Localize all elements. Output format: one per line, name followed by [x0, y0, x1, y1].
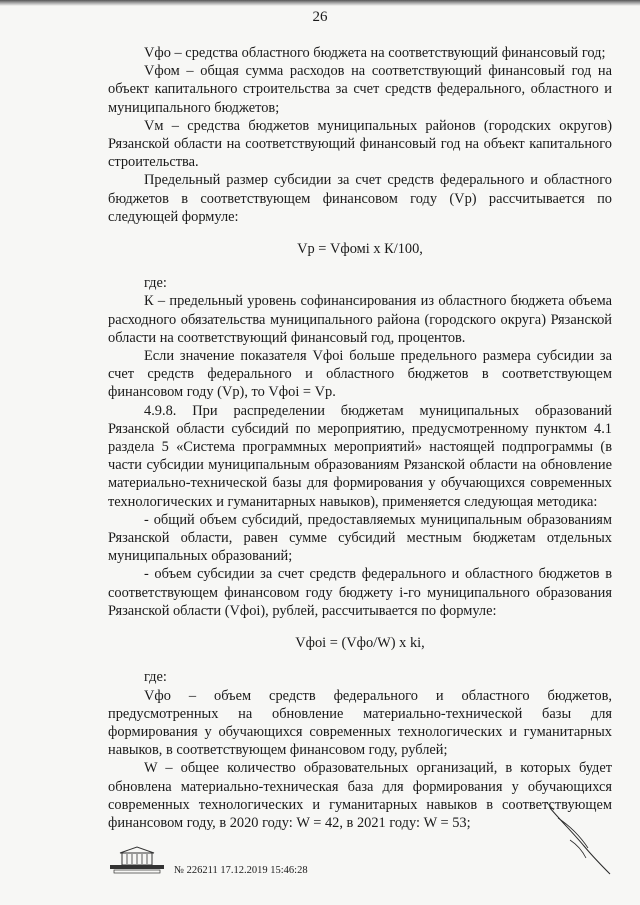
document-footer — [108, 845, 408, 885]
paragraph: Если значение показателя Vфоі больше предельного размера субсидии за счет средств федерального и областного бюджетов в соответствующем финансовом году (Vр), то Vфоі = Vр. — [108, 348, 612, 401]
paragraph: Vфо – средства областного бюджета на соответствующий финансовый год; — [144, 45, 606, 61]
paragraph: W – общее количество образовательных организаций, в которых будет обновлена материально-техническая база для формирования у обучающихся современных технологических и гуманитарных навыков в соответствующем финансовом году, в 2020 году: W = 42, в 2021 году: W = 53; — [108, 760, 612, 831]
where-label: где: — [144, 275, 167, 292]
formula: Vр = Vфомі х К/100, — [297, 241, 423, 258]
paragraph: Vфом – общая сумма расходов на соответствующий финансовый год на объект капитального строительства за счет средств федерального, областного и муниципального бюджетов; — [108, 63, 612, 116]
paragraph: Vм – средства бюджетов муниципальных районов (городских округов) Рязанской области на соответствующий финансовый год на объект капитального строительства. — [108, 117, 612, 171]
document-body — [108, 44, 612, 832]
government-stamp-icon — [108, 845, 166, 875]
formula: Vфоі = (Vфо/W) х ki, — [295, 635, 425, 652]
list-item: - общий объем субсидий, предоставляемых муниципальным образованиям Рязанской области, равен сумме субсидий местным бюджетам отдельных муниципальных образований; — [108, 511, 612, 565]
list-item: - объем субсидии за счет средств федерального и областного бюджетов в соответствующем финансовом году бюджету і-го муниципального образования Рязанской области (Vфоі), рублей, рассчитывается по формуле: — [108, 566, 612, 619]
paragraph: 4.9.8. При распределении бюджетам муниципальных образований Рязанской области субсидий по мероприятию, предусмотренному пунктом 4.1 раздела 5 «Система программных мероприятий» настоящей подпрограммы (в части субсидии муниципальным образованиям Рязанской области на обновление материально-технической базы для формирования у обучающихся современных технологических и гуманитарных навыков), применяется следующая методика: — [108, 402, 612, 510]
page-number: 26 — [312, 9, 328, 25]
registration-stamp: № 226211 17.12.2019 15:46:28 — [174, 865, 308, 876]
scan-edge — [0, 0, 640, 6]
paragraph: К – предельный уровень софинансирования из областного бюджета объема расходного обязательства муниципального района (городского округа) Рязанской области на соответствующий финансовый год, процентов. — [108, 293, 612, 346]
paragraph: Vфо – объем средств федерального и областного бюджетов, предусмотренных на обновление материально-технической базы для формирования у обучающихся современных технологических и гуманитарных навыков, в соответствующем финансовом году, рублей; — [108, 687, 612, 759]
signature-icon — [540, 800, 620, 880]
paragraph: Предельный размер субсидии за счет средств федерального и областного бюджетов в соответствующем финансовом году (Vр) рассчитывается по следующей формуле: — [108, 172, 612, 225]
where-label: где: — [144, 669, 167, 686]
